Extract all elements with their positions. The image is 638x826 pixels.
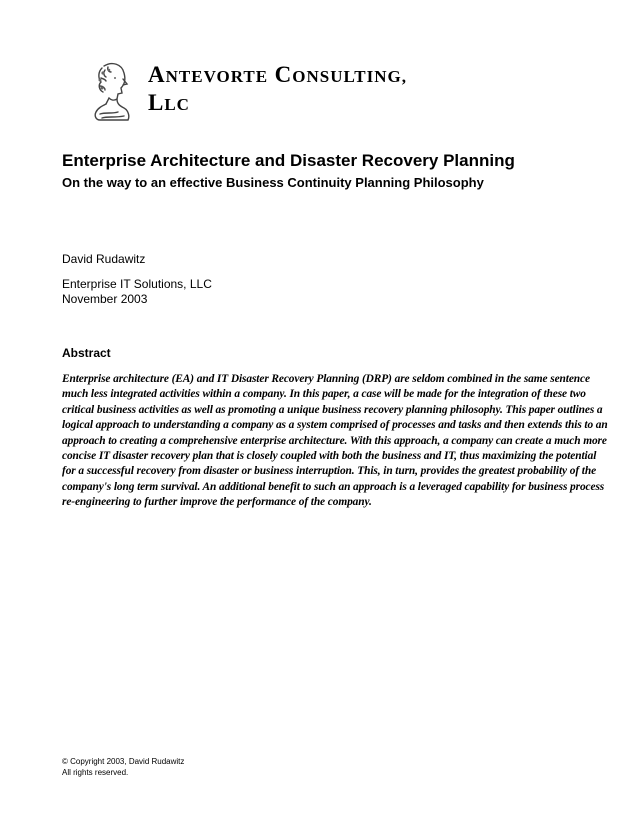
publication-date: November 2003 (62, 292, 148, 306)
copyright-footer (62, 756, 184, 778)
author-name: David Rudawitz (62, 252, 146, 266)
document-subtitle: On the way to an effective Business Continuity Planning Philosophy (62, 175, 484, 190)
rights-notice: All rights reserved. (62, 768, 129, 777)
document-title: Enterprise Architecture and Disaster Recovery Planning (62, 151, 515, 170)
company-name (148, 62, 568, 118)
author-affiliation (62, 277, 212, 307)
organization-name: Enterprise IT Solutions, LLC (62, 277, 212, 291)
abstract-body: Enterprise architecture (EA) and IT Disaster Recovery Planning (DRP) are seldom combined in the same sentence much less integrated activities within a company. In this paper, a case will be made for the integration of these two critical business activities as well as promoting a unique business recovery planning philosophy. This paper outlines a logical approach to understanding a company as a system comprised of processes and tasks and then extends this to an approach to creating a comprehensive enterprise architecture. With this approach, a company can create a much more concise IT disaster recovery plan that is closely coupled with both the business and IT, thus maximizing the potential for a successful recovery from disaster or business interruption. This, in turn, provides the greatest probability of the company's long term survival. An additional benefit to such an approach is a leveraged capability for business process re-engineering to further improve the performance of the company. (62, 373, 608, 509)
company-name-line-2: LLC (148, 90, 190, 115)
copyright-notice: © Copyright 2003, David Rudawitz (62, 757, 185, 766)
bust-portrait-icon (84, 58, 136, 122)
abstract-heading: Abstract (62, 346, 111, 360)
company-name-line-1: ANTEVORTE CONSULTING, (148, 62, 407, 87)
